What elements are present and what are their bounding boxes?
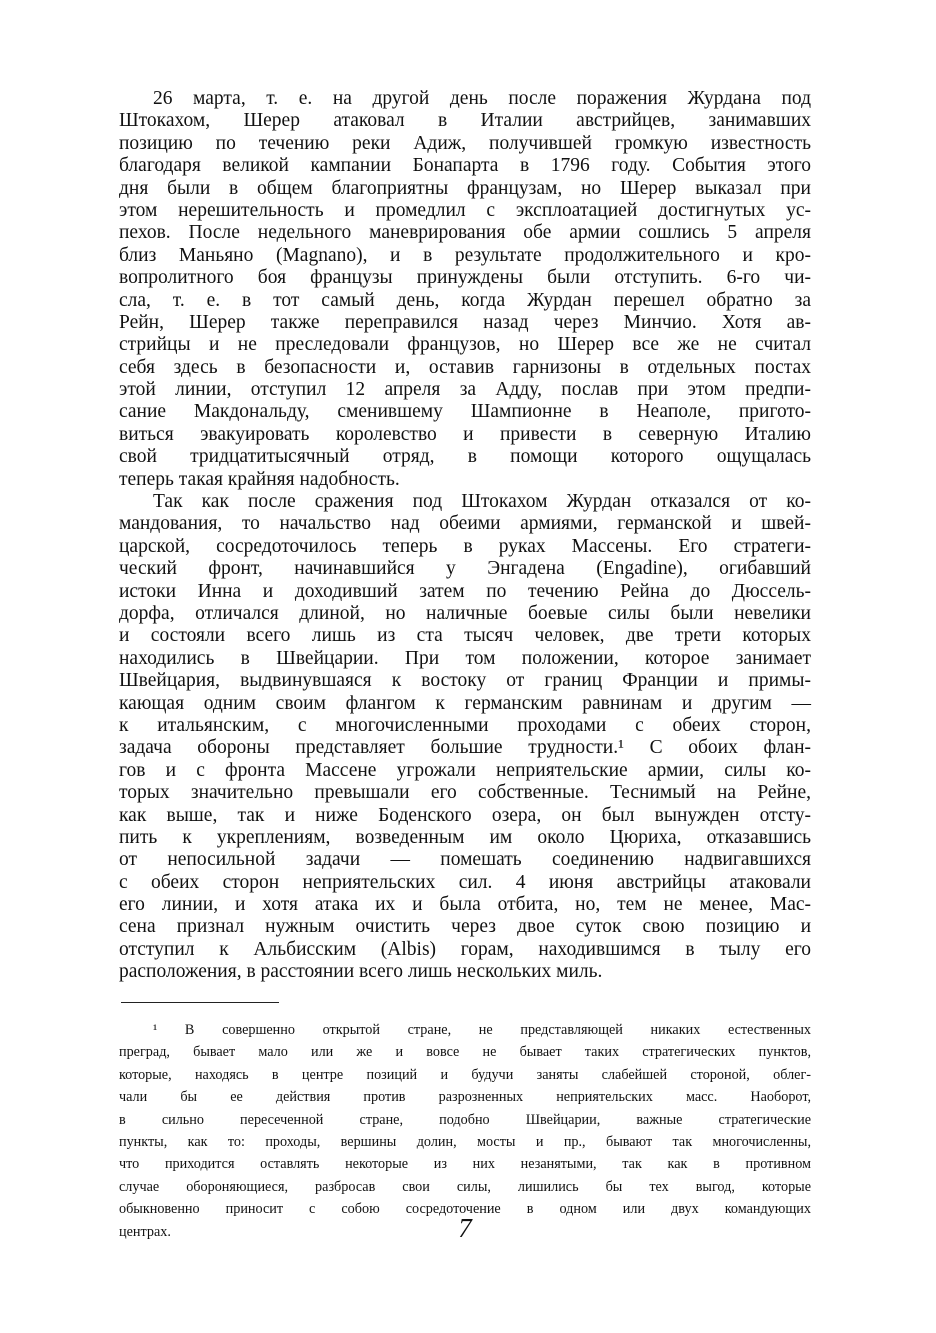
main-text bbox=[119, 88, 811, 984]
text-line: дня были в общем благоприятны французам, но Шерер выказал при bbox=[119, 177, 811, 199]
text-line: кающая одним своим флангом к германским равнинам и другим — bbox=[119, 692, 811, 714]
text-line: и состояли всего лишь из ста тысяч человек, две трети которых bbox=[119, 625, 811, 647]
footnote-line: что приходится оставлять некоторые из них незанятыми, так как в противном bbox=[119, 1156, 811, 1173]
text-line: гов и с фронта Массене угрожали неприятельские армии, силы ко- bbox=[119, 759, 811, 781]
text-line: от непосильной задачи — помешать соединению надвигавшихся bbox=[119, 849, 811, 871]
text-line: сла, т. е. в тот самый день, когда Журдан перешел обратно за bbox=[119, 289, 811, 311]
text-line: Так как после сражения под Штокахом Журдан отказался от ко- bbox=[153, 491, 811, 513]
text-line: Рейн, Шерер также переправился назад через Минчио. Хотя ав- bbox=[119, 311, 811, 333]
text-line: отступил к Альбисским (Albis) горам, находившимся в тылу его bbox=[119, 938, 811, 960]
text-line: дорфа, отличался длиной, но наличные боевые силы были невелики bbox=[119, 602, 811, 624]
footnote-line: обыкновенно приносит с собою сосредоточение в одном или двух командующих bbox=[119, 1201, 811, 1218]
paragraph-1 bbox=[119, 88, 811, 491]
footnote-line: чали бы ее действия против разрозненных неприятельских масс. Наоборот, bbox=[119, 1089, 811, 1106]
text-line: пехов. После недельного маневрирования обе армии сошлись 5 апреля bbox=[119, 222, 811, 244]
text-line: близ Маньяно (Magnano), и в результате продолжительного и кро- bbox=[119, 244, 811, 266]
paragraph-2 bbox=[119, 491, 811, 984]
page-number: 7 bbox=[458, 1213, 472, 1243]
text-line: с обеих сторон неприятельских сил. 4 июня австрийцы атаковали bbox=[119, 871, 811, 893]
text-line: расположения, в расстоянии всего лишь нескольких миль. bbox=[119, 961, 603, 983]
text-line: царской, сосредоточилось теперь в руках Массены. Его стратеги- bbox=[119, 535, 811, 557]
text-line: этом нерешительность и промедлил с эксплоатацией достигнутых ус- bbox=[119, 199, 811, 221]
text-line: свой тридцатитысячный отряд, в помощи которого ощущалась bbox=[119, 446, 811, 468]
text-line: торых значительно превышали его собственные. Теснимый на Рейне, bbox=[119, 782, 811, 804]
footnote-separator bbox=[121, 1002, 279, 1003]
text-line: вопролитного боя французы принуждены были отступить. 6-го чи- bbox=[119, 267, 811, 289]
text-line: задача обороны представляет большие трудности.¹ С обоих флан- bbox=[119, 737, 811, 759]
footnote-line: случае обороняющиеся, разбросав свои силы, лишились бы тех выгод, которые bbox=[119, 1178, 811, 1195]
footnote-line: ¹ В совершенно открытой стране, не представляющей никаких естественных bbox=[153, 1022, 811, 1038]
text-line: Штокахом, Шерер атаковал в Италии австрийцев, занимавших bbox=[119, 110, 811, 132]
text-line: пить к укреплениям, возведенным им около Цюриха, отказавшись bbox=[119, 826, 811, 848]
text-line: истоки Инна и доходивший затем по течению Рейна до Дюссель- bbox=[119, 580, 811, 602]
footnote-line: в сильно пересеченной стране, подобно Швейцарии, важные стратегические bbox=[119, 1111, 811, 1128]
text-line: 26 марта, т. е. на другой день после поражения Журдана под bbox=[153, 88, 811, 109]
text-line: как выше, так и ниже Боденского озера, он был вынужден отсту- bbox=[119, 804, 811, 826]
text-line: его линии, и хотя атака их и была отбита, но, тем не менее, Мас- bbox=[119, 894, 811, 916]
text-line: ческий фронт, начинавшийся у Энгадена (Engadine), огибавший bbox=[119, 558, 811, 580]
text-line: Швейцария, выдвинувшаяся к востоку от границ Франции и примы- bbox=[119, 670, 811, 692]
text-line: виться эвакуировать королевство и привести в северную Италию bbox=[119, 423, 811, 445]
text-line: себя здесь в безопасности и, оставив гарнизоны в отдельных постах bbox=[119, 356, 811, 378]
text-line: находились в Швейцарии. При том положении, которое занимает bbox=[119, 647, 811, 669]
text-line: к итальянским, с многочисленными проходами с обеих сторон, bbox=[119, 714, 811, 736]
footnote-line: центрах. bbox=[119, 1223, 171, 1240]
footnote-line: преград, бывает мало или же и вовсе не бывает таких стратегических пунктов, bbox=[119, 1044, 811, 1061]
text-line: мандования, то начальство над обеими армиями, германской и швей- bbox=[119, 513, 811, 535]
text-line: благодаря великой кампании Бонапарта в 1796 году. События этого bbox=[119, 155, 811, 177]
text-line: сена признал нужным очистить через двое суток свою позицию и bbox=[119, 916, 811, 938]
text-line: стрийцы и не преследовали французов, но Шерер все же не считал bbox=[119, 334, 811, 356]
text-line: этой линии, отступил 12 апреля за Адду, послав при этом предпи- bbox=[119, 379, 811, 401]
footnote-line: которые, находясь в центре позиций и будучи заняты слабейшей стороной, облег- bbox=[119, 1066, 811, 1083]
footnote-line: пункты, как то: проходы, вершины долин, мосты и пр., бывают так многочисленны, bbox=[119, 1133, 811, 1150]
text-line: позицию по течению реки Адиж, получившей громкую известность bbox=[119, 132, 811, 154]
text-line: теперь такая крайняя надобность. bbox=[119, 468, 400, 490]
text-line: сание Макдональду, сменившему Шампионне в Неаполе, пригото- bbox=[119, 401, 811, 423]
